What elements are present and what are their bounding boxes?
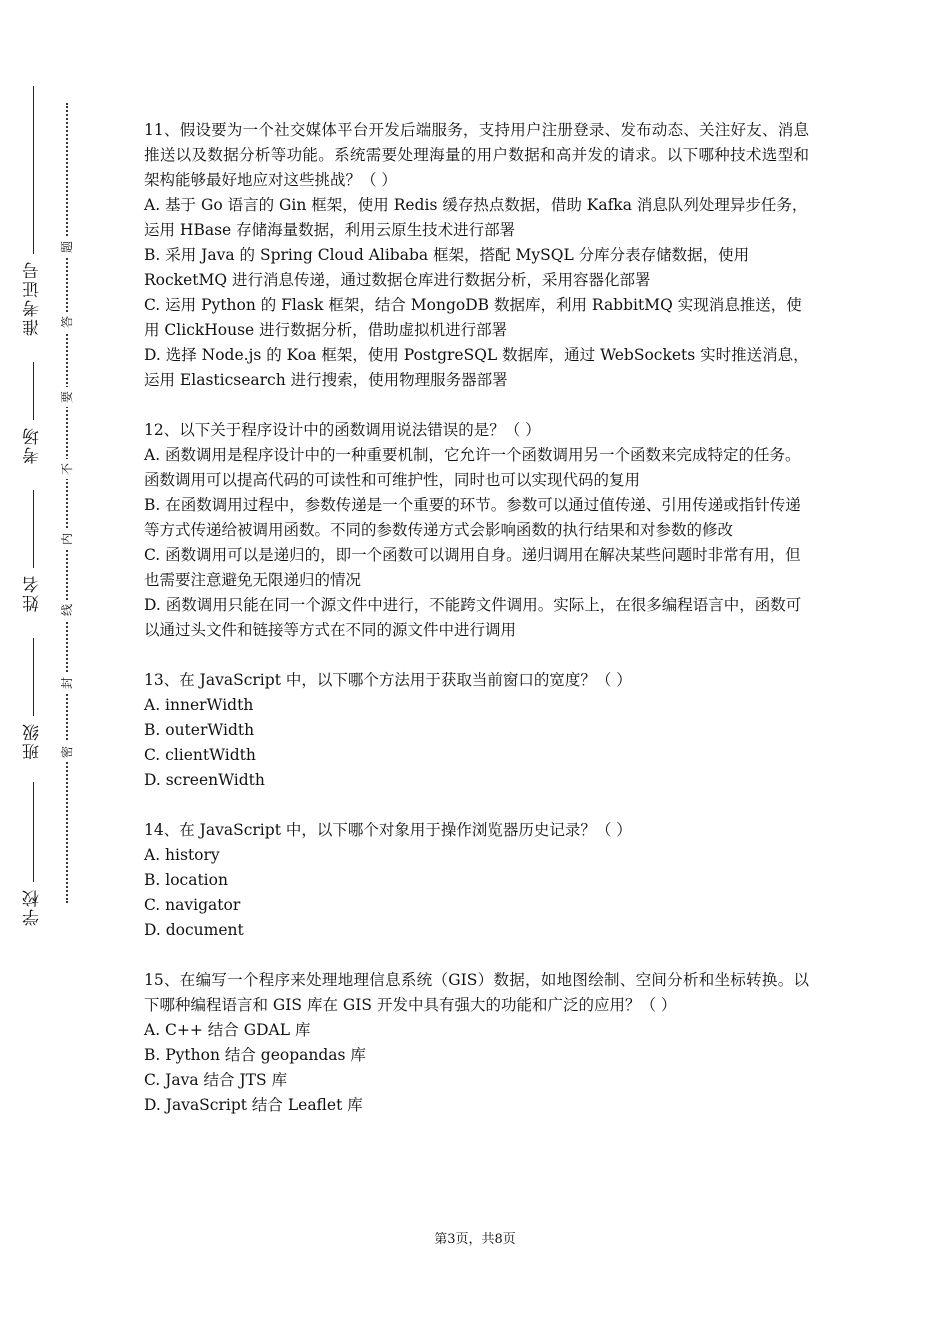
exam-room-label: 考场 [23, 426, 43, 464]
option-a: A. history [144, 846, 220, 864]
option-b: B. 在函数调用过程中，参数传递是一个重要的环节。参数可以通过值传递、引用传递或指针传递等方式传递给被调用函数。不同的参数传递方式会影响函数的执行结果和对参数的修改 [144, 496, 801, 539]
question-list [144, 118, 809, 1143]
option-d: D. JavaScript 结合 Leaflet 库 [144, 1096, 363, 1114]
option-d: D. 选择 Node.js 的 Koa 框架，使用 PostgreSQL 数据库，通过 WebSockets 实时推送消息，运用 Elasticsearch 进行搜索，使用物理服务器部署 [144, 346, 809, 389]
option-c: C. navigator [144, 896, 241, 914]
option-b: B. Python 结合 geopandas 库 [144, 1046, 366, 1064]
question-12 [144, 418, 809, 643]
seal-char: 内 [60, 529, 74, 549]
seal-char: 题 [60, 237, 74, 257]
exam-number-field [20, 86, 46, 336]
exam-room-underline [33, 362, 34, 420]
option-a: A. innerWidth [144, 696, 254, 714]
option-b: B. 采用 Java 的 Spring Cloud Alibaba 框架，搭配 MySQL 分库分表存储数据，使用 RocketMQ 进行消息传递，通过数据仓库进行数据分析，采用容器化部署 [144, 246, 750, 289]
exam-number-label: 准考证号 [23, 260, 43, 336]
option-d: D. screenWidth [144, 771, 265, 789]
name-label: 姓名 [23, 574, 43, 612]
question-13 [144, 668, 809, 793]
question-stem: 12、以下关于程序设计中的函数调用说法错误的是？（ ） [144, 421, 541, 439]
option-d: D. 函数调用只能在同一个源文件中进行，不能跨文件调用。实际上，在很多编程语言中，函数可以通过头文件和链接等方式在不同的源文件中进行调用 [144, 596, 802, 639]
question-stem: 15、在编写一个程序来处理地理信息系统（GIS）数据，如地图绘制、空间分析和坐标转换。以下哪种编程语言和 GIS 库在 GIS 开发中具有强大的功能和广泛的应用？（ ） [144, 971, 809, 1014]
option-b: B. outerWidth [144, 721, 255, 739]
name-field [20, 490, 46, 612]
school-underline [33, 782, 34, 882]
exam-number-underline [33, 86, 34, 254]
class-field [20, 638, 46, 760]
question-15 [144, 968, 809, 1118]
question-11 [144, 118, 809, 393]
exam-room-field [20, 362, 46, 464]
binding-margin [0, 0, 120, 1344]
class-label: 班级 [23, 722, 43, 760]
option-c: C. clientWidth [144, 746, 256, 764]
question-14 [144, 818, 809, 943]
class-underline [33, 638, 34, 716]
name-underline [33, 490, 34, 568]
school-field [20, 782, 46, 926]
option-d: D. document [144, 921, 244, 939]
option-b: B. location [144, 871, 228, 889]
seal-char: 线 [60, 600, 74, 620]
option-c: C. Java 结合 JTS 库 [144, 1071, 288, 1089]
question-stem: 14、在 JavaScript 中，以下哪个对象用于操作浏览器历史记录？（ ） [144, 821, 632, 839]
seal-char: 不 [60, 459, 74, 479]
option-c: C. 函数调用可以是递归的，即一个函数可以调用自身。递归调用在解决某些问题时非常有用，但也需要注意避免无限递归的情况 [144, 546, 801, 589]
school-label: 学校 [23, 888, 43, 926]
option-c: C. 运用 Python 的 Flask 框架，结合 MongoDB 数据库，利用 RabbitMQ 实现消息推送，使用 ClickHouse 进行数据分析，借助虚拟机进行部署 [144, 296, 802, 339]
seal-dotted-line [66, 103, 68, 903]
question-stem: 11、假设要为一个社交媒体平台开发后端服务，支持用户注册登录、发布动态、关注好友、消息推送以及数据分析等功能。系统需要处理海量的用户数据和高并发的请求。以下哪种技术选型和架构能够最好地应对这些挑战？（ ） [144, 121, 809, 189]
option-a: A. 基于 Go 语言的 Gin 框架，使用 Redis 缓存热点数据，借助 Kafka 消息队列处理异步任务，运用 HBase 存储海量数据，利用云原生技术进行部署 [144, 196, 808, 239]
seal-char: 密 [60, 742, 74, 762]
option-a: A. C++ 结合 GDAL 库 [144, 1021, 311, 1039]
seal-char: 答 [60, 312, 74, 332]
question-stem: 13、在 JavaScript 中，以下哪个方法用于获取当前窗口的宽度？（ ） [144, 671, 632, 689]
page-number: 第3页，共8页 [434, 1232, 516, 1247]
seal-char: 封 [60, 673, 74, 693]
option-a: A. 函数调用是程序设计中的一种重要机制，它允许一个函数调用另一个函数来完成特定的任务。函数调用可以提高代码的可读性和可维护性，同时也可以实现代码的复用 [144, 446, 801, 489]
seal-char: 要 [60, 387, 74, 407]
